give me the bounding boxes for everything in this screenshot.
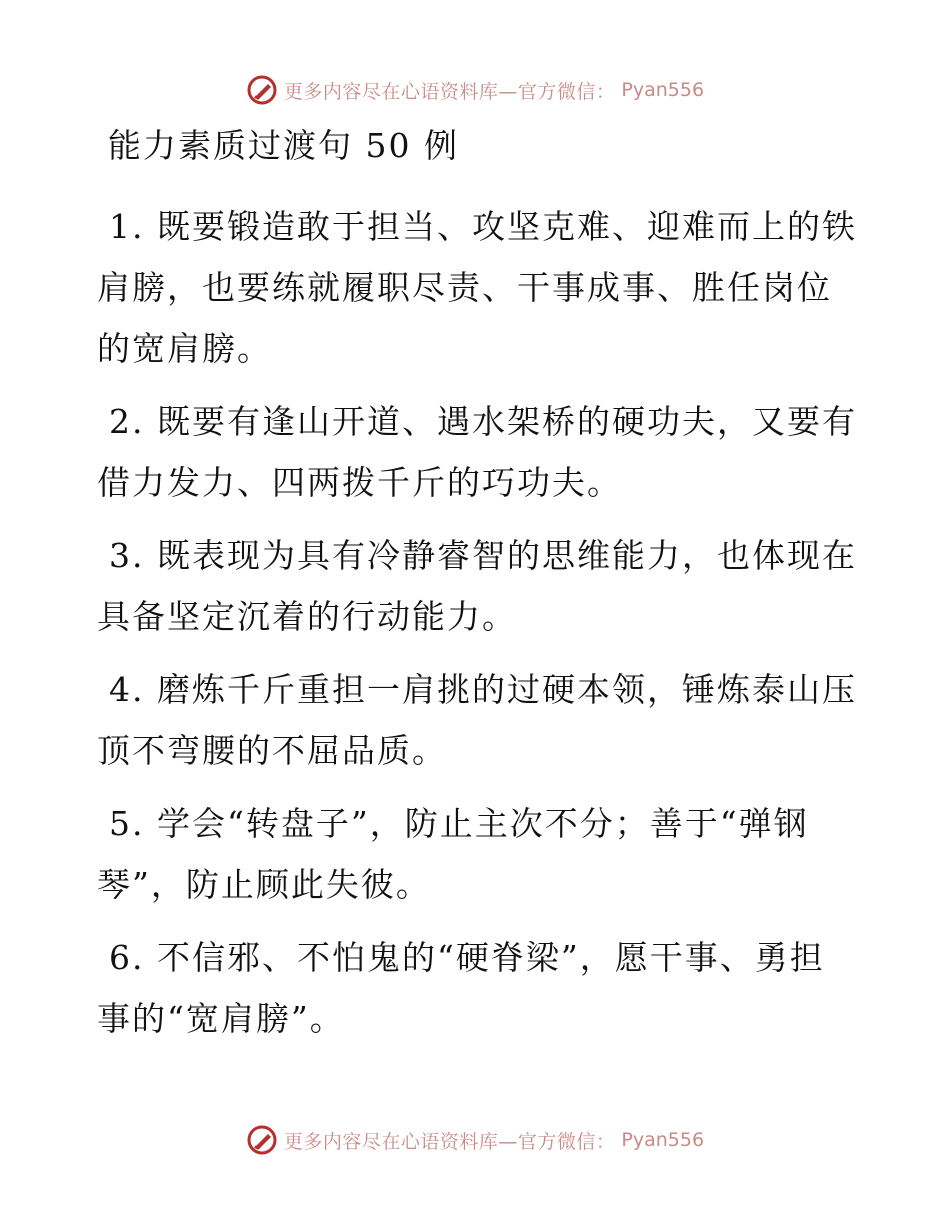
watermark-text: 更多内容尽在心语资料库—官方微信： [283,80,616,103]
list-item: 5. 学会“转盘子”，防止主次不分；善于“弹钢琴”，防止顾此失彼。 [97,804,809,904]
document-body [97,196,857,1061]
pen-logo-icon [246,74,278,106]
list-item: 2. 既要有逢山开道、遇水架桥的硬功夫，又要有借力发力、四两拨千斤的巧功夫。 [97,402,857,502]
list-item: 1. 既要锻造敢于担当、攻坚克难、迎难而上的铁肩膀，也要练就履职尽责、干事成事、胜任岗位的宽肩膀。 [97,207,857,368]
watermark-text: 更多内容尽在心语资料库—官方微信： [283,1130,616,1153]
list-item: 4. 磨炼千斤重担一肩挑的过硬本领，锤炼泰山压顶不弯腰的不屈品质。 [97,670,857,770]
pen-logo-icon [246,1124,278,1156]
document-title: 能力素质过渡句 50 例 [108,126,459,165]
list-item: 3. 既表现为具有冷静睿智的思维能力，也体现在具备坚定沉着的行动能力。 [97,536,857,636]
watermark-account: Pyan556 [621,1129,705,1151]
header-watermark [0,74,950,106]
watermark-account: Pyan556 [621,79,705,101]
list-item: 6. 不信邪、不怕鬼的“硬脊梁”，愿干事、勇担事的“宽肩膀”。 [97,938,825,1038]
footer-watermark [0,1124,950,1156]
